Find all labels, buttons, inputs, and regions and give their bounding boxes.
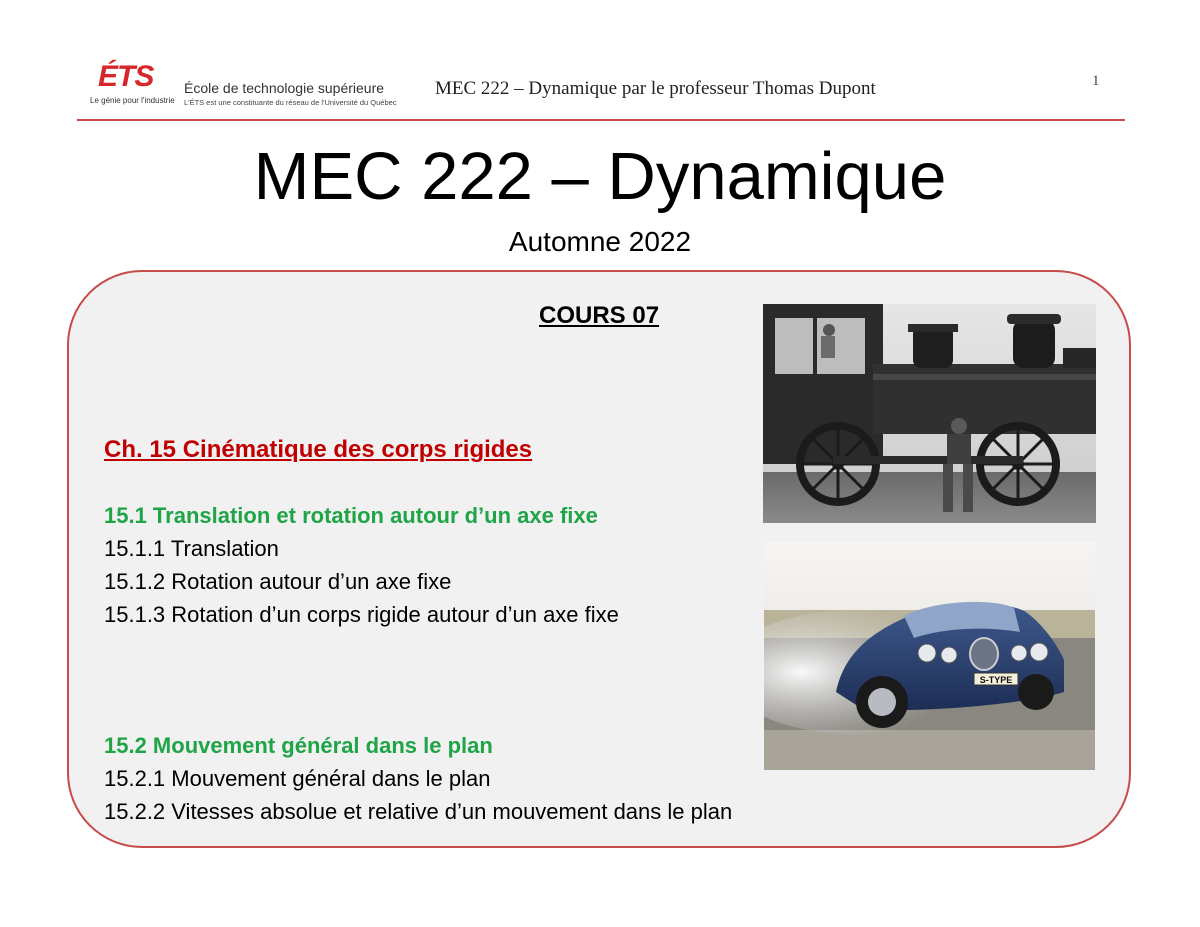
logo-tagline: Le génie pour l'industrie [90, 96, 175, 105]
car-photo [764, 542, 1095, 770]
institution-subtitle: L'ÉTS est une constituante du réseau de l'Université du Québec [184, 98, 397, 107]
list-item: 15.1.3 Rotation d’un corps rigide autour d’un axe fixe [104, 602, 619, 627]
course-header: MEC 222 – Dynamique par le professeur Thomas Dupont [435, 78, 876, 99]
list-item: 15.1.1 Translation [104, 536, 279, 561]
section-heading-2: 15.2 Mouvement général dans le plan [104, 733, 493, 758]
list-item: 15.1.2 Rotation autour d’un axe fixe [104, 569, 452, 594]
header-divider [77, 119, 1125, 121]
page-title: MEC 222 – Dynamique [253, 139, 947, 214]
institution-name: École de technologie supérieure [184, 80, 385, 96]
ets-logo-mark [88, 60, 175, 108]
list-item: 15.2.2 Vitesses absolue et relative d’un mouvement dans le plan [104, 799, 733, 824]
locomotive-photo [763, 304, 1096, 523]
license-plate: S-TYPE [979, 675, 1013, 685]
page-subtitle: Automne 2022 [508, 226, 692, 257]
cours-label: COURS 07 [539, 302, 660, 329]
logo-ets-text: ÉTS [98, 60, 154, 93]
ets-logo [88, 60, 408, 108]
chapter-heading: Ch. 15 Cinématique des corps rigides [104, 436, 533, 463]
page-number: 1 [1092, 73, 1100, 89]
section-heading-1: 15.1 Translation et rotation autour d’un axe fixe [104, 503, 598, 528]
list-item: 15.2.1 Mouvement général dans le plan [104, 766, 491, 791]
